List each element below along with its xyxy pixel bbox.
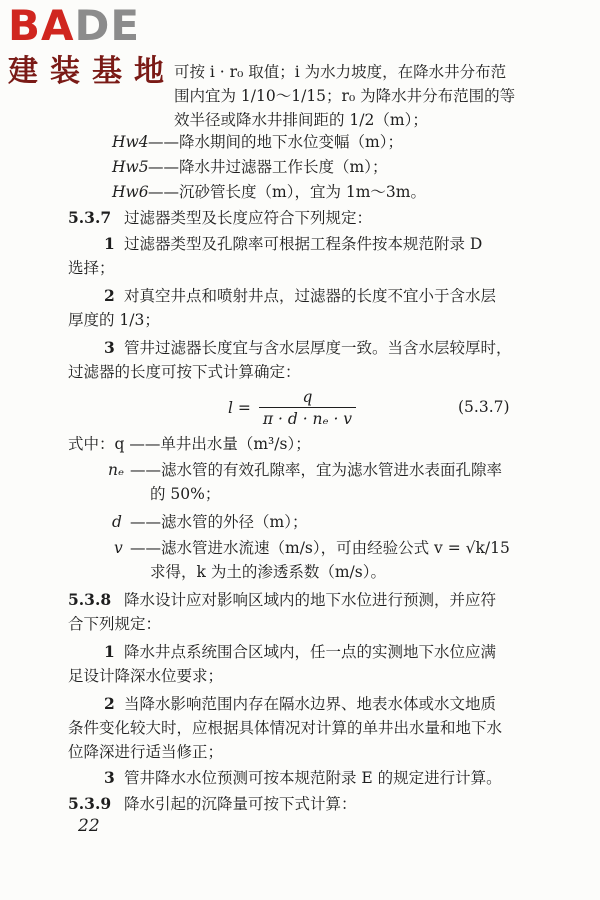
formula-lhs: l = xyxy=(228,399,251,417)
symbol-hw5: Hw5 xyxy=(112,158,149,176)
formula-numerator: q xyxy=(302,388,313,406)
symbol-ne: nₑ xyxy=(108,461,124,479)
section-number: 5.3.8 xyxy=(68,590,112,609)
item-text: 降水井点系统围合区域内，任一点的实测地下水位应满 xyxy=(124,643,497,661)
symbol-d: d xyxy=(112,513,122,531)
definition-ne: ——滤水管的有效孔隙率，宜为滤水管进水表面孔隙率 xyxy=(130,461,503,479)
item-text: 足设计降深水位要求； xyxy=(68,667,224,685)
symbol-hw4: Hw4 xyxy=(112,133,149,151)
definition-d: ——滤水管的外径（m）； xyxy=(130,513,308,531)
section-number: 5.3.9 xyxy=(68,794,112,813)
item-text: 管井过滤器长度宜与含水层厚度一致。当含水层较厚时， xyxy=(124,339,512,357)
item-number: 2 xyxy=(104,694,115,713)
definition-hw4: ——降水期间的地下水位变幅（m）； xyxy=(148,133,403,151)
item-text: 当降水影响范围内存在隔水边界、地表水体或水文地质 xyxy=(124,695,497,713)
item-text: 对真空井点和喷射井点，过滤器的长度不宜小于含水层 xyxy=(124,287,497,305)
formula-5-3-7 xyxy=(228,388,356,428)
item-text: 厚度的 1/3； xyxy=(68,311,160,329)
equation-number: (5.3.7) xyxy=(458,398,510,416)
symbol-v: v xyxy=(114,539,123,557)
section-title-cont: 合下列规定： xyxy=(68,615,162,633)
item-text: 选择； xyxy=(68,259,115,277)
section-title: 降水设计应对影响区域内的地下水位进行预测，并应符 xyxy=(124,591,497,609)
item-text: 位降深进行适当修正； xyxy=(68,743,224,761)
item-number: 3 xyxy=(104,768,115,787)
item-text: 管井降水水位预测可按本规范附录 E 的规定进行计算。 xyxy=(124,769,502,787)
definition-v: ——滤水管进水流速（m/s），可由经验公式 v = √k/15 xyxy=(130,539,510,557)
section-number: 5.3.7 xyxy=(68,208,112,227)
definition-hw5: ——降水井过滤器工作长度（m）； xyxy=(148,158,388,176)
bade-logo xyxy=(8,0,176,90)
where-q: 式中：q ——单井出水量（m³/s）； xyxy=(68,435,311,453)
formula-denominator: π · d · nₑ · v xyxy=(259,407,356,428)
item-number: 1 xyxy=(104,642,115,661)
item-number: 1 xyxy=(104,234,115,253)
symbol-hw6: Hw6 xyxy=(112,183,149,201)
item-text: 过滤器的长度可按下式计算确定： xyxy=(68,363,301,381)
logo-wordmark: BADE xyxy=(8,1,141,50)
page-number: 22 xyxy=(78,816,100,836)
text-line: 效半径或降水井排间距的 1/2（m）； xyxy=(174,111,428,129)
definition-ne-cont: 的 50%； xyxy=(150,485,221,503)
text-line: 围内宜为 1/10～1/15；r₀ 为降水井分布范围的等 xyxy=(174,87,516,105)
section-title: 降水引起的沉降量可按下式计算： xyxy=(124,795,357,813)
section-title: 过滤器类型及长度应符合下列规定： xyxy=(124,209,373,227)
definition-v-cont: 求得，k 为土的渗透系数（m/s）。 xyxy=(150,563,386,581)
definition-hw6: ——沉砂管长度（m），宜为 1m～3m。 xyxy=(148,183,426,201)
item-number: 3 xyxy=(104,338,115,357)
item-text: 条件变化较大时，应根据具体情况对计算的单井出水量和地下水 xyxy=(68,719,503,737)
item-text: 过滤器类型及孔隙率可根据工程条件按本规范附录 D xyxy=(124,235,483,253)
item-number: 2 xyxy=(104,286,115,305)
text-line: 可按 i · r₀ 取值；i 为水力坡度，在降水井分布范 xyxy=(174,63,507,81)
logo-chinese: 建装基地 xyxy=(8,54,176,89)
